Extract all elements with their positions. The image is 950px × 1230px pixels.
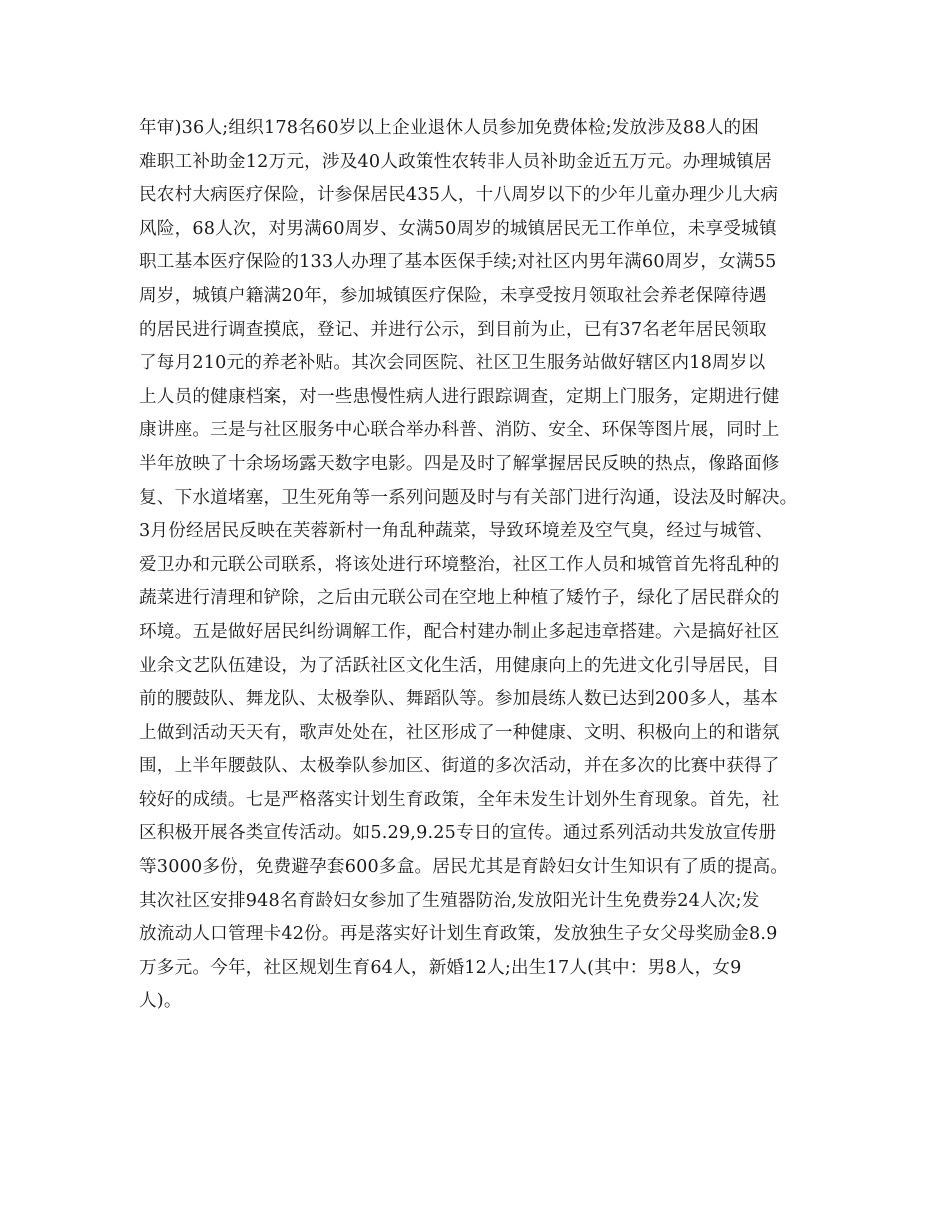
text-line: 其次社区安排948名育龄妇女参加了生殖器防治,发放阳光计生免费券24人次;发 bbox=[139, 890, 760, 911]
text-line: 风险，68人次，对男满60周岁、女满50周岁的城镇居民无工作单位，未享受城镇 bbox=[139, 218, 777, 239]
text-line: 3月份经居民反映在芙蓉新村一角乱种蔬菜，导致环境差及空气臭，经过与城管、 bbox=[139, 521, 774, 542]
text-line: 蔬菜进行清理和铲除，之后由元联公司在空地上种植了矮竹子，绿化了居民群众的 bbox=[139, 588, 780, 609]
text-line: 上人员的健康档案，对一些患慢性病人进行跟踪调查，定期上门服务，定期进行健 bbox=[139, 386, 780, 407]
text-line: 环境。五是做好居民纠纷调解工作，配合村建办制止多起违章搭建。六是搞好社区 bbox=[139, 621, 780, 642]
text-line: 放流动人口管理卡42份。再是落实好计划生育政策，发放独生子女父母奖励金8.9 bbox=[139, 924, 778, 945]
text-line: 了每月210元的养老补贴。其次会同医院、社区卫生服务站做好辖区内18周岁以 bbox=[139, 353, 766, 374]
text-line: 前的腰鼓队、舞龙队、太极拳队、舞蹈队等。参加晨练人数已达到200多人，基本 bbox=[139, 689, 779, 710]
text-line: 爱卫办和元联公司联系，将该处进行环境整治，社区工作人员和城管首先将乱种的 bbox=[139, 554, 780, 575]
text-line: 较好的成绩。七是严格落实计划生育政策，全年未发生计划外生育现象。首先，社 bbox=[139, 789, 780, 810]
text-line: 的居民进行调查摸底，登记、并进行公示，到目前为止，已有37名老年居民领取 bbox=[139, 319, 767, 340]
text-line: 业余文艺队伍建设，为了活跃社区文化生活，用健康向上的先进文化引导居民，目 bbox=[139, 655, 780, 676]
text-line: 民农村大病医疗保险，计参保居民435人，十八周岁以下的少年儿童办理少儿大病 bbox=[139, 185, 779, 206]
text-line: 年审)36人;组织178名60岁以上企业退休人员参加免费体检;发放涉及88人的困 bbox=[139, 118, 760, 138]
text-line: 上做到活动天天有，歌声处处在，社区形成了一种健康、文明、积极向上的和谐氛 bbox=[139, 722, 780, 743]
body-paragraph bbox=[139, 112, 839, 1019]
text-line: 区积极开展各类宣传活动。如5.29,9.25专日的宣传。通过系列活动共发放宣传册 bbox=[139, 823, 777, 844]
text-line: 周岁，城镇户籍满20年，参加城镇医疗保险，未享受按月领取社会养老保障待遇 bbox=[139, 285, 767, 306]
text-line: 康讲座。三是与社区服务中心联合举办科普、消防、安全、环保等图片展，同时上 bbox=[139, 420, 780, 441]
text-line: 复、下水道堵塞，卫生死角等一系列问题及时与有关部门进行沟通，设法及时解决。 bbox=[139, 487, 798, 508]
text-line: 半年放映了十余场场露天数字电影。四是及时了解掌握居民反映的热点，像路面修 bbox=[139, 453, 780, 474]
text-line: 围，上半年腰鼓队、太极拳队参加区、街道的多次活动，并在多次的比赛中获得了 bbox=[139, 756, 780, 777]
text-line: 人)。 bbox=[139, 991, 182, 1012]
text-line: 万多元。今年，社区规划生育64人，新婚12人;出生17人(其中：男8人，女9 bbox=[139, 957, 742, 978]
text-line: 等3000多份，免费避孕套600多盒。居民尤其是育龄妇女计生知识有了质的提高。 bbox=[139, 857, 789, 878]
text-line: 难职工补助金12万元，涉及40人政策性农转非人员补助金近五万元。办理城镇居 bbox=[139, 151, 772, 172]
text-line: 职工基本医疗保险的133人办理了基本医保手续;对社区内男年满60周岁，女满55 bbox=[139, 252, 777, 273]
